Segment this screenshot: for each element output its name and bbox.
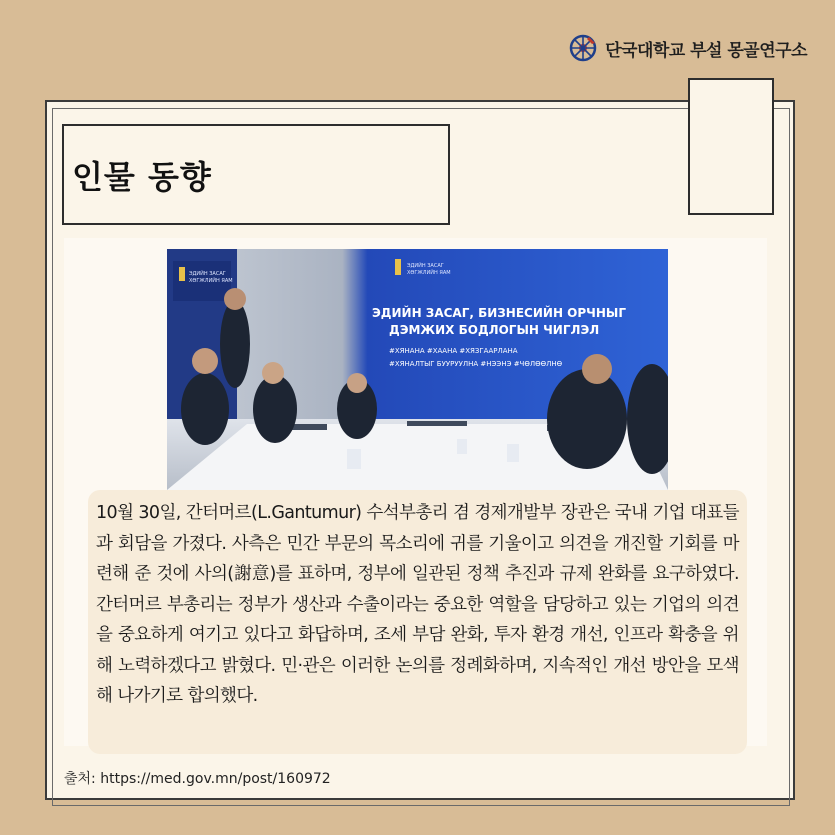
- banner-line-1: ЭДИЙН ЗАСАГ, БИЗНЕСИЙН ОРЧНЫГ: [372, 306, 626, 320]
- banner-line-2: ДЭМЖИХ БОДЛОГЫН ЧИГЛЭЛ: [389, 323, 600, 337]
- institute-logo: [569, 32, 807, 64]
- section-title-box: [62, 124, 450, 225]
- svg-text:ХӨГЖЛИЙН ЯАМ: ХӨГЖЛИЙН ЯАМ: [189, 278, 233, 284]
- article-text-box: [88, 490, 747, 754]
- svg-text:ЭДИЙН ЗАСАГ: ЭДИЙН ЗАСАГ: [189, 271, 226, 277]
- banner-hashtags-2: #ХЯНАЛТЫГ БУУРУУЛНА #НЭЭНЭ #ЧӨЛӨӨЛНӨ: [389, 360, 563, 368]
- decorative-tab: [688, 78, 774, 215]
- wheel-emblem-icon: [569, 34, 597, 62]
- meeting-photo-illustration: [167, 249, 668, 490]
- svg-text:ЭДИЙН ЗАСАГ: ЭДИЙН ЗАСАГ: [407, 263, 444, 269]
- banner-hashtags-1: #ХЯНАНА #ХААНА #ХЯЗГААРЛАНА: [389, 347, 518, 355]
- source-citation: 출처: https://med.gov.mn/post/160972: [64, 771, 331, 787]
- svg-text:ХӨГЖЛИЙН ЯАМ: ХӨГЖЛИЙН ЯАМ: [407, 270, 451, 276]
- meeting-photo: [167, 249, 668, 490]
- section-title: 인물 동향: [72, 157, 212, 196]
- institute-name: 단국대학교 부설 몽골연구소: [605, 40, 807, 61]
- article-body: 10월 30일, 간터머르(L.Gantumur) 수석부총리 겸 경제개발부 장관은 국내 기업 대표들과 회담을 가졌다. 사측은 민간 부문의 목소리에 귀를 기울이고 의견을 개진할 기회를 마련해 준 것에 사의(謝意)를 표하며, 정부에 일관된 정책 추진과 규제 완화를 요구하였다. 간터머르 부총리는 정부가 생산과 수출이라는 중요한 역할을 담당하고 있는 기업의 의견을 중요하게 여기고 있다고 화답하며, 조세 부담 완화, 투자 환경 개선, 인프라 확충을 위해 노력하겠다고 밝혔다. 민·관은 이러한 논의를 정례화하며, 지속적인 개선 방안을 모색해 나가기로 합의했다.: [96, 503, 739, 706]
